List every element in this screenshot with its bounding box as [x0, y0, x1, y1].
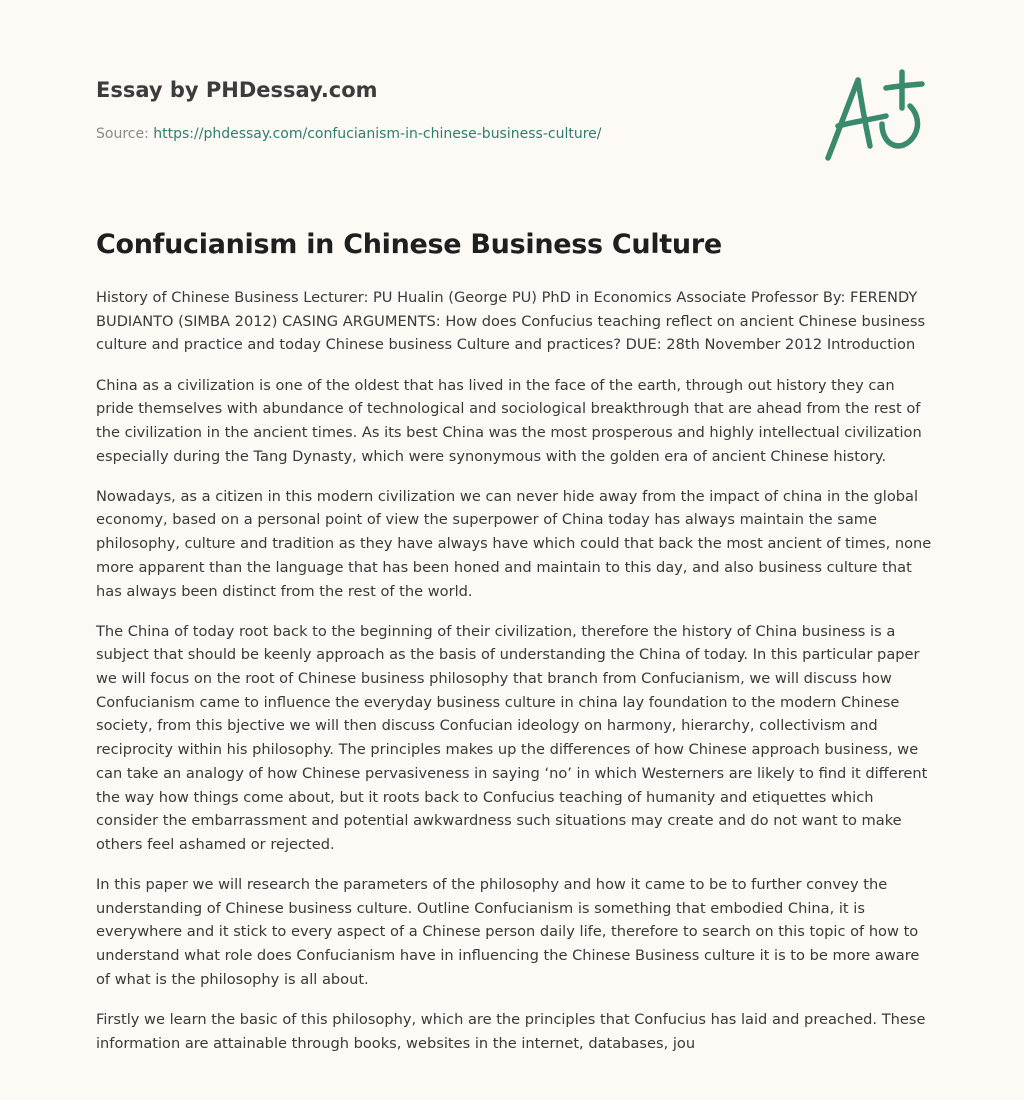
essay-paragraph: The China of today root back to the beginning of their civilization, therefore the history of China business is a subject that should be keenly approach as the basis of understanding the China of today. In this particular paper we will focus on the root of Chinese business philosophy that branch from Confucianism, we will discuss how Confucianism came to influence the everyday business culture in china lay foundation to the modern Chinese society, from this bjective we will then discuss Confucian ideology on harmony, hierarchy, collectivism and reciprocity within his philosophy. The principles makes up the differences of how Chinese approach business, we can take an analogy of how Chinese pervasiveness in saying ‘no’ in which Westerners are likely to find it different the way how things come about, but it roots back to Confucius teaching of humanity and etiquettes which consider the embarrassment and potential awkwardness such situations may create and do not want to make others feel ashamed or rejected. [96, 622, 928, 853]
essay-paragraph: History of Chinese Business Lecturer: PU Hualin (George PU) PhD in Economics Associate Professor By: FERENDY BUDIANTO (SIMBA 2012) CASING ARGUMENTS: How does Confucius teaching reflect on ancient Chinese business culture and practice and today Chinese business Culture and practices? DUE: 28th November 2012 Introduction [96, 289, 926, 354]
brand-title: Essay by PHDessay.com [96, 78, 378, 102]
source-line [96, 124, 796, 144]
essay-header [96, 76, 796, 144]
essay-paragraph: In this paper we will research the parameters of the philosophy and how it came to be to further convey the understanding of Chinese business culture. Outline Confucianism is something that embodied China, it is everywhere and it stick to every aspect of a Chinese person daily life, therefore to search on this topic of how to understand what role does Confucianism have in influencing the Chinese Business culture it is to be more aware of what is the philosophy is all about. [96, 876, 920, 988]
essay-paragraph: Nowadays, as a citizen in this modern civilization we can never hide away from the impact of china in the global economy, based on a personal point of view the superpower of China today has always maintain the same philosophy, culture and tradition as they have always have which could that back the most ancient of times, none more apparent than the language that has been honed and maintain to this day, and also business culture that has always been distinct from the rest of the world. [96, 487, 932, 600]
essay-title: Confucianism in Chinese Business Culture [96, 229, 722, 260]
a-plus-grade-icon [818, 66, 930, 170]
essay-content [96, 226, 932, 1072]
source-label: Source: [96, 126, 149, 142]
essay-paragraph: Firstly we learn the basic of this philosophy, which are the principles that Confucius has laid and preached. These information are attainable through books, websites in the internet, databases, jou [96, 1010, 926, 1052]
source-link[interactable]: https://phdessay.com/confucianism-in-chinese-business-culture/ [153, 126, 602, 142]
essay-paragraph: China as a civilization is one of the oldest that has lived in the face of the earth, through out history they can pride themselves with abundance of technological and sociological breakthrough that are ahead from the rest of the civilization in the ancient times. As its best China was the most prosperous and highly intellectual civilization especially during the Tang Dynasty, which were synonymous with the golden era of ancient Chinese history. [96, 376, 922, 465]
